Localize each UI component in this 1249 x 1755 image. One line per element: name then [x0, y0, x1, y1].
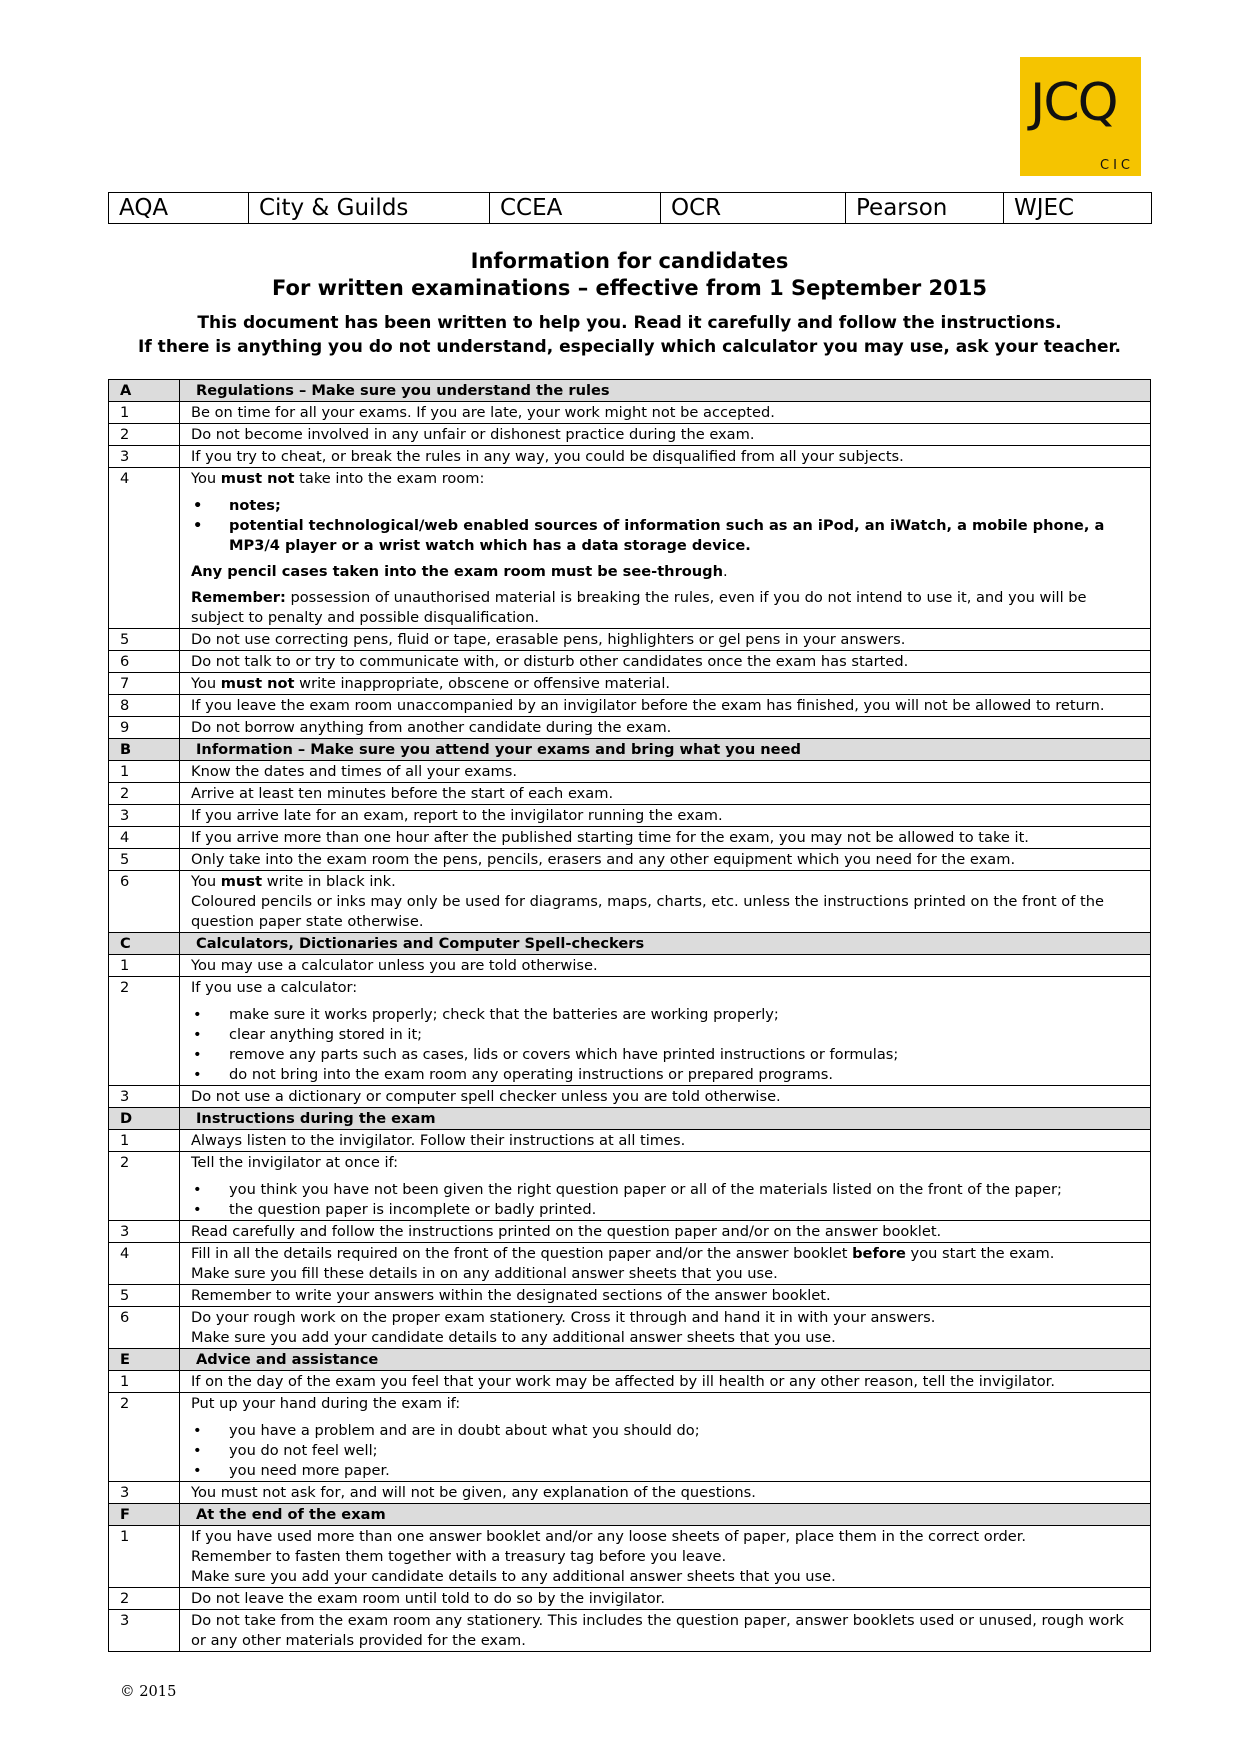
rule-line: Make sure you add your candidate details to any additional answer sheets that you use.: [191, 1568, 836, 1585]
table-row: [109, 871, 1151, 933]
section-letter: D: [109, 1108, 180, 1130]
section-header: [109, 380, 1151, 402]
page-subtitle: For written examinations – effective from 1 September 2015: [272, 276, 987, 300]
rule-text-part: write in black ink.: [262, 873, 396, 890]
bullet-list: [191, 496, 1139, 556]
rule-number: 2: [109, 977, 180, 1086]
board-ocr: OCR: [661, 193, 846, 224]
table-row: [109, 849, 1151, 871]
section-letter: F: [109, 1504, 180, 1526]
section-heading: Information – Make sure you attend your exams and bring what you need: [180, 739, 1151, 761]
emphasis: Remember:: [191, 589, 286, 606]
table-row: [109, 424, 1151, 446]
rule-number: 5: [109, 1285, 180, 1307]
rule-text: Arrive at least ten minutes before the start of each exam.: [180, 783, 1151, 805]
rule-text-part: You: [191, 873, 221, 890]
section-heading: Advice and assistance: [180, 1349, 1151, 1371]
list-item: • you have a problem and are in doubt about what you should do;: [191, 1421, 1139, 1441]
table-row: [109, 1221, 1151, 1243]
rule-text: Do not leave the exam room until told to do so by the invigilator.: [180, 1588, 1151, 1610]
board-ccea: CCEA: [490, 193, 661, 224]
table-row: [109, 1610, 1151, 1652]
rule-number: 2: [109, 1588, 180, 1610]
rule-text-part: you start the exam.: [905, 1245, 1055, 1262]
emphasis: must not: [220, 470, 295, 487]
rule-text: Only take into the exam room the pens, pencils, erasers and any other equipment which you need for the exam.: [180, 849, 1151, 871]
rule-text: [180, 1243, 1151, 1285]
list-item: • clear anything stored in it;: [191, 1025, 1139, 1045]
rule-text-part: You: [191, 470, 221, 487]
table-row: [109, 1371, 1151, 1393]
rule-line: [191, 1244, 1139, 1264]
rule-number: 1: [109, 761, 180, 783]
board-city-guilds: City & Guilds: [249, 193, 490, 224]
rule-number: 4: [109, 468, 180, 629]
copyright-notice: © 2015: [120, 1683, 177, 1700]
table-row: [109, 1307, 1151, 1349]
list-item: • you think you have not been given the right question paper or all of the materials listed on the front of the paper;: [191, 1180, 1139, 1200]
section-letter: E: [109, 1349, 180, 1371]
table-row: [109, 717, 1151, 739]
section-heading: Instructions during the exam: [180, 1108, 1151, 1130]
rule-number: 2: [109, 1152, 180, 1221]
rule-text: Do not become involved in any unfair or dishonest practice during the exam.: [180, 424, 1151, 446]
rule-text: If on the day of the exam you feel that your work may be affected by ill health or any other reason, tell the invigilator.: [180, 1371, 1151, 1393]
rule-number: 1: [109, 1130, 180, 1152]
table-row: [109, 468, 1151, 629]
rule-text: Do not take from the exam room any stationery. This includes the question paper, answer booklets used or unused, rough work or any other materials provided for the exam.: [180, 1610, 1151, 1652]
rule-number: 4: [109, 827, 180, 849]
rule-text-part: .: [723, 563, 728, 580]
emphasis: before: [852, 1245, 906, 1262]
rule-text: [180, 1152, 1151, 1221]
rule-number: 3: [109, 1221, 180, 1243]
rule-number: 3: [109, 1610, 180, 1652]
page-title: Information for candidates: [470, 249, 789, 273]
rule-text: [180, 673, 1151, 695]
intro-line-2: If there is anything you do not understand, especially which calculator you may use, ask your teacher.: [138, 337, 1121, 357]
section-heading: Regulations – Make sure you understand the rules: [180, 380, 1151, 402]
rule-number: 6: [109, 1307, 180, 1349]
rule-text: You may use a calculator unless you are told otherwise.: [180, 955, 1151, 977]
section-heading: Calculators, Dictionaries and Computer Spell-checkers: [180, 933, 1151, 955]
section-header: [109, 1349, 1151, 1371]
rule-number: 4: [109, 1243, 180, 1285]
rule-number: 3: [109, 805, 180, 827]
section-letter: B: [109, 739, 180, 761]
table-row: [109, 827, 1151, 849]
board-pearson: Pearson: [846, 193, 1004, 224]
rule-text: [180, 1526, 1151, 1588]
rule-number: 1: [109, 1371, 180, 1393]
emphasis: must: [220, 873, 263, 890]
rule-text: If you arrive more than one hour after the published starting time for the exam, you may not be allowed to take it.: [180, 827, 1151, 849]
rule-number: 5: [109, 629, 180, 651]
rule-text: [180, 871, 1151, 933]
list-item: • remove any parts such as cases, lids or covers which have printed instructions or formulas;: [191, 1045, 1139, 1065]
rule-text: If you try to cheat, or break the rules in any way, you could be disqualified from all your subjects.: [180, 446, 1151, 468]
table-row: [109, 977, 1151, 1086]
rule-text-part: Fill in all the details required on the front of the question paper and/or the answer booklet: [191, 1245, 853, 1262]
table-row: [109, 1526, 1151, 1588]
rule-number: 3: [109, 446, 180, 468]
section-heading: At the end of the exam: [180, 1504, 1151, 1526]
rule-number: 5: [109, 849, 180, 871]
rule-text: If you arrive late for an exam, report to the invigilator running the exam.: [180, 805, 1151, 827]
rule-line: Put up your hand during the exam if:: [191, 1395, 461, 1412]
list-item: • make sure it works properly; check that the batteries are working properly;: [191, 1005, 1139, 1025]
rule-text: [180, 1393, 1151, 1482]
rule-line: If you have used more than one answer booklet and/or any loose sheets of paper, place them in the correct order.: [191, 1528, 1027, 1545]
rule-number: 1: [109, 1526, 180, 1588]
rule-line: Make sure you fill these details in on any additional answer sheets that you use.: [191, 1265, 778, 1282]
bullet-list: [191, 1421, 1139, 1481]
section-header: [109, 933, 1151, 955]
section-letter: C: [109, 933, 180, 955]
rule-line: Remember to fasten them together with a treasury tag before you leave.: [191, 1548, 727, 1565]
rule-number: 7: [109, 673, 180, 695]
rule-text-part: write inappropriate, obscene or offensive material.: [294, 675, 671, 692]
bullet-list: [191, 1005, 1139, 1085]
rule-line: [191, 872, 1139, 892]
table-row: [109, 1285, 1151, 1307]
remember-note: [191, 588, 1139, 628]
section-header: [109, 739, 1151, 761]
rule-text: Do not talk to or try to communicate with, or disturb other candidates once the exam has started.: [180, 651, 1151, 673]
rule-number: 1: [109, 402, 180, 424]
rule-line: Make sure you add your candidate details to any additional answer sheets that you use.: [191, 1329, 836, 1346]
rule-text: Know the dates and times of all your exams.: [180, 761, 1151, 783]
rule-number: 9: [109, 717, 180, 739]
list-item: • potential technological/web enabled sources of information such as an iPod, an iWatch, a mobile phone, a MP3/4 player or a wrist watch which has a data storage device.: [191, 516, 1139, 556]
rule-text: Be on time for all your exams. If you are late, your work might not be accepted.: [180, 402, 1151, 424]
board-wjec: WJEC: [1004, 193, 1152, 224]
table-row: [109, 1588, 1151, 1610]
rule-number: 6: [109, 651, 180, 673]
board-aqa: AQA: [109, 193, 249, 224]
rule-number: 1: [109, 955, 180, 977]
logo-subtext: CIC: [1100, 158, 1134, 173]
table-row: [109, 673, 1151, 695]
list-item: • you do not feel well;: [191, 1441, 1139, 1461]
table-row: [109, 1482, 1151, 1504]
rule-text: [180, 1307, 1151, 1349]
bullet-list: [191, 1180, 1139, 1220]
table-row: [109, 629, 1151, 651]
rule-text-part: possession of unauthorised material is breaking the rules, even if you do not intend to use it, and you will be subject to penalty and possible disqualification.: [191, 589, 1087, 626]
rule-number: 2: [109, 424, 180, 446]
emphasis: Any pencil cases taken into the exam room must be see-through: [191, 563, 724, 580]
table-row: [109, 1152, 1151, 1221]
rule-text: Do not borrow anything from another candidate during the exam.: [180, 717, 1151, 739]
table-row: [109, 651, 1151, 673]
section-header: [109, 1108, 1151, 1130]
jcq-logo: [1020, 57, 1141, 176]
pencil-case-note: [191, 562, 1139, 582]
intro-line-1: This document has been written to help you. Read it carefully and follow the instructions.: [197, 313, 1062, 333]
table-row: [109, 1130, 1151, 1152]
section-letter: A: [109, 380, 180, 402]
table-row: [109, 761, 1151, 783]
table-row: [109, 402, 1151, 424]
rule-text: [180, 468, 1151, 629]
rules-table: [108, 379, 1151, 1652]
rule-text: If you leave the exam room unaccompanied by an invigilator before the exam has finished, you will not be allowed to return.: [180, 695, 1151, 717]
emphasis: must not: [220, 675, 295, 692]
table-row: [109, 955, 1151, 977]
table-row: [109, 1393, 1151, 1482]
rule-number: 2: [109, 1393, 180, 1482]
table-row: [109, 446, 1151, 468]
table-row: [109, 1243, 1151, 1285]
table-row: [109, 695, 1151, 717]
rule-number: 3: [109, 1086, 180, 1108]
list-item: • notes;: [191, 496, 1139, 516]
rule-line: If you use a calculator:: [191, 979, 358, 996]
table-row: [109, 1086, 1151, 1108]
awarding-bodies-row: [108, 192, 1152, 224]
rule-text-part: You: [191, 675, 221, 692]
list-item: • the question paper is incomplete or badly printed.: [191, 1200, 1139, 1220]
rule-text: Read carefully and follow the instructions printed on the question paper and/or on the answer booklet.: [180, 1221, 1151, 1243]
rule-line: Do your rough work on the proper exam stationery. Cross it through and hand it in with your answers.: [191, 1309, 936, 1326]
rule-number: 6: [109, 871, 180, 933]
rule-number: 2: [109, 783, 180, 805]
rule-text-part: take into the exam room:: [294, 470, 485, 487]
list-item: • do not bring into the exam room any operating instructions or prepared programs.: [191, 1065, 1139, 1085]
rule-line: Tell the invigilator at once if:: [191, 1154, 399, 1171]
rule-number: 8: [109, 695, 180, 717]
rule-text: Remember to write your answers within the designated sections of the answer booklet.: [180, 1285, 1151, 1307]
rule-number: 3: [109, 1482, 180, 1504]
table-row: [109, 783, 1151, 805]
rule-text: Do not use a dictionary or computer spell checker unless you are told otherwise.: [180, 1086, 1151, 1108]
section-header: [109, 1504, 1151, 1526]
rule-line: Coloured pencils or inks may only be used for diagrams, maps, charts, etc. unless the instructions printed on the front of the question paper state otherwise.: [191, 893, 1104, 930]
rule-text: Always listen to the invigilator. Follow their instructions at all times.: [180, 1130, 1151, 1152]
rule-text: [180, 977, 1151, 1086]
rule-text: You must not ask for, and will not be given, any explanation of the questions.: [180, 1482, 1151, 1504]
table-row: [109, 805, 1151, 827]
list-item: • you need more paper.: [191, 1461, 1139, 1481]
rule-text: Do not use correcting pens, fluid or tape, erasable pens, highlighters or gel pens in your answers.: [180, 629, 1151, 651]
logo-text: JCQ: [1030, 73, 1117, 133]
